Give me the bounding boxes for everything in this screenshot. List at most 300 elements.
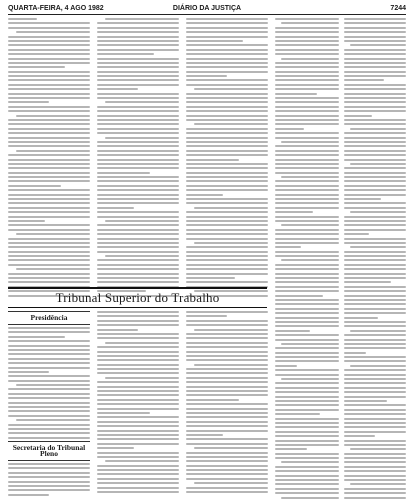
text-line (281, 497, 339, 499)
text-line (97, 198, 179, 200)
text-line (186, 216, 268, 218)
text-line (105, 101, 179, 103)
text-line (16, 384, 90, 386)
text-line (97, 273, 179, 275)
text-line (344, 27, 406, 29)
text-line (344, 409, 406, 411)
text-line (8, 393, 90, 395)
text-line (344, 290, 406, 292)
text-line (186, 185, 268, 187)
text-line (8, 353, 90, 355)
text-line (97, 434, 179, 436)
text-line (344, 141, 406, 143)
text-line (344, 172, 406, 174)
text-line (186, 434, 223, 436)
text-line (275, 185, 339, 187)
text-line (8, 367, 90, 369)
text-line (344, 431, 406, 433)
text-line (344, 475, 406, 477)
text-line (97, 443, 179, 445)
text-line (275, 154, 339, 156)
text-line (186, 259, 268, 261)
text-block (8, 327, 90, 441)
text-line (186, 233, 268, 235)
text-line (344, 339, 406, 341)
text-line (344, 58, 406, 60)
text-line (186, 403, 268, 405)
text-line (16, 31, 90, 33)
text-line (8, 189, 90, 191)
text-line (97, 194, 179, 196)
text-line (275, 18, 339, 20)
text-line (275, 97, 339, 99)
text-line (275, 49, 339, 51)
text-line (186, 399, 239, 401)
text-line (275, 418, 339, 420)
text-line (344, 413, 406, 415)
text-line (8, 123, 90, 125)
text-line (8, 336, 65, 338)
text-line (344, 457, 406, 459)
text-line (344, 22, 406, 24)
text-line (186, 368, 268, 370)
text-line (275, 360, 339, 362)
text-line (344, 369, 406, 371)
text-line (8, 119, 90, 121)
text-line (275, 36, 339, 38)
text-line (275, 382, 339, 384)
text-line (8, 180, 90, 182)
text-line (186, 324, 268, 326)
text-line (344, 93, 406, 95)
text-line (344, 202, 406, 204)
text-line (344, 132, 406, 134)
text-line (275, 220, 339, 222)
text-line (344, 396, 406, 398)
text-line (8, 27, 90, 29)
text-line (344, 461, 406, 463)
text-line (344, 137, 406, 139)
text-line (344, 106, 406, 108)
text-line (275, 286, 339, 288)
text-line (186, 58, 268, 60)
text-line (344, 49, 406, 51)
text-line (275, 369, 339, 371)
text-line (275, 295, 323, 297)
text-line (97, 447, 134, 449)
text-line (186, 430, 268, 432)
text-line (186, 66, 268, 68)
text-line (275, 172, 339, 174)
text-line (97, 22, 179, 24)
text-line (275, 62, 339, 64)
section-heading-secretaria: Secretaria do Tribunal Pleno (8, 441, 90, 461)
text-line (344, 497, 406, 499)
text-line (8, 44, 90, 46)
court-name: Tribunal Superior do Trabalho (55, 290, 220, 305)
text-line (275, 198, 339, 200)
text-line (275, 88, 339, 90)
text-line (344, 84, 406, 86)
text-line (97, 44, 179, 46)
text-line (8, 476, 90, 478)
text-line (97, 62, 179, 64)
text-line (275, 123, 339, 125)
text-line (186, 273, 268, 275)
text-line (8, 437, 90, 439)
text-line (16, 233, 90, 235)
text-line (97, 403, 179, 405)
text-line (8, 141, 90, 143)
text-line (97, 66, 179, 68)
text-line (8, 159, 90, 161)
text-line (344, 360, 406, 362)
text-line (97, 141, 179, 143)
text-line (97, 36, 179, 38)
text-line (344, 295, 406, 297)
text-line (275, 334, 339, 336)
text-line (186, 71, 268, 73)
text-line (97, 368, 179, 370)
text-line (344, 101, 406, 103)
text-line (275, 281, 339, 283)
text-line (8, 88, 90, 90)
text-line (16, 268, 90, 270)
text-line (194, 447, 268, 449)
text-line (8, 246, 90, 248)
text-line (194, 123, 268, 125)
text-line (275, 440, 339, 442)
text-line (97, 84, 179, 86)
court-banner (8, 287, 267, 308)
text-line (186, 460, 268, 462)
text-line (344, 378, 406, 380)
text-line (8, 424, 90, 426)
text-line (97, 172, 150, 174)
text-line (186, 163, 268, 165)
text-line (186, 473, 268, 475)
text-line (186, 115, 268, 117)
text-line (186, 145, 268, 147)
text-line (8, 229, 90, 231)
text-line (275, 400, 339, 402)
text-line (344, 189, 406, 191)
text-line (97, 465, 179, 467)
text-line (275, 31, 339, 33)
text-line (275, 128, 304, 130)
text-line (344, 75, 406, 77)
text-line (97, 346, 179, 348)
text-line (344, 145, 406, 147)
text-line (275, 325, 339, 327)
text-line (8, 84, 90, 86)
text-line (194, 207, 268, 209)
text-line (344, 150, 406, 152)
text-line (344, 238, 406, 240)
text-line (8, 202, 90, 204)
text-line (344, 303, 406, 305)
text-line (186, 386, 268, 388)
text-line (275, 453, 339, 455)
text-line (97, 430, 179, 432)
text-line (275, 396, 339, 398)
text-line (186, 346, 268, 348)
text-line (344, 343, 406, 345)
text-line (8, 238, 90, 240)
text-line (97, 381, 179, 383)
text-line (186, 452, 268, 454)
text-line (8, 340, 90, 342)
text-line (275, 229, 339, 231)
text-line (275, 356, 339, 358)
text-line (275, 488, 339, 490)
text-line (275, 255, 339, 257)
text-line (97, 372, 179, 374)
text-line (275, 251, 339, 253)
text-line (8, 79, 90, 81)
text-line (344, 255, 406, 257)
text-line (105, 255, 179, 257)
text-line (97, 53, 154, 55)
text-line (105, 460, 179, 462)
text-line (97, 251, 179, 253)
text-block (97, 18, 179, 299)
text-line (8, 331, 90, 333)
text-line (344, 71, 406, 73)
text-line (344, 216, 406, 218)
text-line (281, 259, 339, 261)
text-line (194, 88, 268, 90)
text-line (275, 115, 339, 117)
text-line (344, 123, 406, 125)
text-line (8, 176, 90, 178)
text-line (344, 159, 406, 161)
text-line (350, 448, 406, 450)
text-line (344, 115, 372, 117)
text-line (344, 426, 406, 428)
text-line (8, 463, 90, 465)
text-line (8, 494, 49, 496)
text-line (186, 487, 268, 489)
text-line (97, 264, 179, 266)
text-line (275, 238, 339, 240)
text-line (8, 128, 90, 130)
text-line (344, 119, 406, 121)
text-line (8, 198, 90, 200)
text-line (8, 211, 90, 213)
text-line (97, 189, 179, 191)
text-line (186, 372, 268, 374)
text-line (8, 380, 90, 382)
text-line (8, 251, 90, 253)
text-line (344, 374, 406, 376)
text-line (186, 465, 268, 467)
text-block (344, 18, 406, 500)
text-line (97, 421, 179, 423)
text-line (344, 334, 406, 336)
text-line (344, 79, 384, 81)
text-line (194, 329, 268, 331)
text-line (186, 79, 268, 81)
text-line (186, 277, 235, 279)
text-line (275, 110, 339, 112)
text-line (8, 75, 90, 77)
text-line (8, 388, 90, 390)
text-line (97, 115, 179, 117)
text-line (186, 194, 223, 196)
text-line (97, 482, 179, 484)
text-line (275, 145, 339, 147)
text-line (275, 132, 339, 134)
text-line (186, 491, 268, 493)
text-line (8, 36, 90, 38)
text-line (186, 27, 268, 29)
text-line (275, 444, 339, 446)
text-line (186, 390, 268, 392)
text-line (186, 128, 268, 130)
text-line (344, 97, 406, 99)
text-line (350, 246, 406, 248)
text-block (97, 311, 179, 495)
text-line (344, 40, 406, 42)
text-line (8, 62, 90, 64)
text-line (8, 53, 90, 55)
text-line (275, 159, 339, 161)
text-line (8, 406, 90, 408)
text-line (97, 180, 179, 182)
text-line (275, 79, 339, 81)
text-line (8, 362, 90, 364)
text-line (97, 159, 179, 161)
text-line (186, 36, 268, 38)
text-line (8, 220, 45, 222)
text-line (97, 97, 179, 99)
text-line (186, 412, 268, 414)
text-line (281, 343, 339, 345)
text-line (186, 176, 268, 178)
text-line (275, 93, 317, 95)
text-line (97, 399, 179, 401)
text-line (186, 44, 268, 46)
text-line (275, 299, 339, 301)
text-block (8, 18, 90, 299)
text-line (344, 224, 406, 226)
text-block (186, 311, 268, 495)
text-line (186, 425, 268, 427)
text-line (8, 110, 90, 112)
text-line (97, 351, 179, 353)
text-line (105, 220, 179, 222)
text-line (281, 378, 339, 380)
text-line (97, 106, 179, 108)
text-line (275, 150, 339, 152)
text-line (97, 233, 179, 235)
text-line (281, 141, 339, 143)
text-line (344, 356, 406, 358)
text-line (97, 150, 179, 152)
text-line (8, 216, 90, 218)
text-line (8, 281, 90, 283)
text-line (97, 438, 179, 440)
text-line (275, 189, 339, 191)
text-line (350, 211, 406, 213)
text-line (97, 145, 179, 147)
text-block (275, 18, 339, 500)
text-line (344, 53, 406, 55)
text-line (275, 264, 339, 266)
text-line (8, 154, 90, 156)
text-line (350, 128, 406, 130)
text-line (8, 167, 90, 169)
text-line (275, 409, 339, 411)
text-line (8, 18, 37, 20)
text-line (8, 101, 49, 103)
text-line (97, 416, 179, 418)
text-line (8, 397, 90, 399)
text-line (344, 466, 406, 468)
text-line (344, 259, 406, 261)
text-line (344, 242, 406, 244)
text-line (97, 452, 179, 454)
publication-title: DIÁRIO DA JUSTIÇA (172, 5, 242, 12)
text-line (344, 312, 406, 314)
text-line (8, 432, 90, 434)
text-line (275, 391, 339, 393)
text-line (186, 377, 268, 379)
text-line (97, 355, 179, 357)
text-line (186, 97, 268, 99)
text-line (8, 415, 90, 417)
text-line (344, 31, 406, 33)
text-line (186, 220, 268, 222)
text-line (275, 246, 301, 248)
text-line (97, 27, 179, 29)
text-line (344, 492, 406, 494)
text-line (275, 457, 339, 459)
text-line (8, 327, 90, 329)
text-line (275, 106, 339, 108)
text-line (8, 185, 61, 187)
text-line (8, 277, 90, 279)
text-line (275, 308, 339, 310)
text-line (344, 264, 406, 266)
running-header (8, 4, 406, 15)
text-line (8, 259, 90, 261)
text-line (344, 176, 406, 178)
text-line (186, 22, 268, 24)
text-line (344, 325, 406, 327)
text-line (8, 410, 90, 412)
text-line (275, 365, 297, 367)
text-line (8, 349, 90, 351)
text-line (8, 58, 90, 60)
text-line (186, 268, 268, 270)
text-line (97, 394, 179, 396)
text-line (8, 22, 90, 24)
text-line (275, 194, 339, 196)
text-line (97, 211, 179, 213)
text-line (275, 277, 339, 279)
text-line (97, 425, 179, 427)
text-line (275, 101, 339, 103)
text-line (186, 159, 239, 161)
text-line (344, 273, 406, 275)
text-line (97, 207, 134, 209)
text-line (186, 119, 268, 121)
text-line (281, 58, 339, 60)
text-line (275, 387, 339, 389)
text-line (16, 115, 90, 117)
